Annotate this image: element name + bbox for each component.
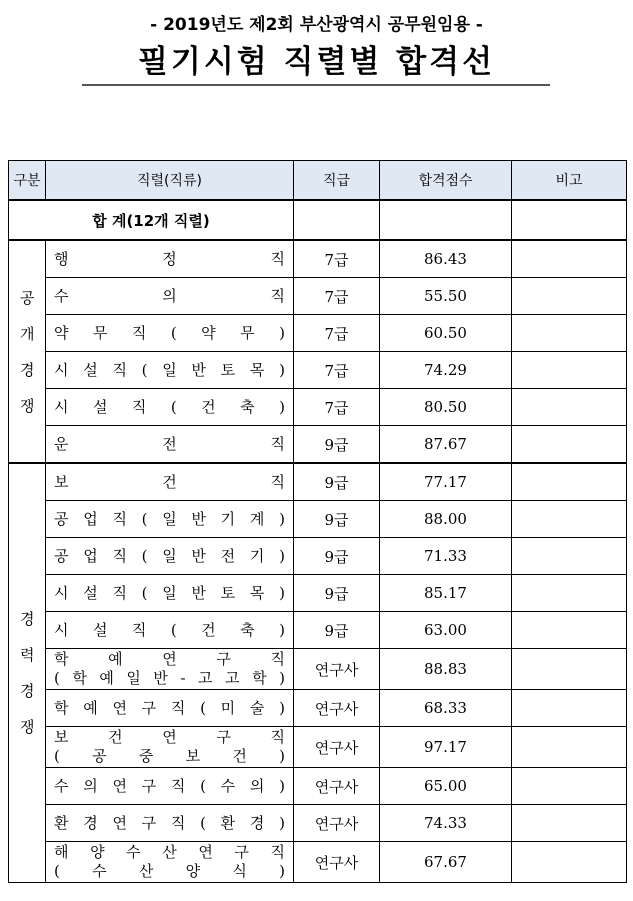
category-cell: 공 개 경 쟁: [9, 240, 46, 463]
table-row: [9, 805, 627, 842]
remarks-cell: [512, 768, 627, 805]
job-series-cell: 해 양 수 산 연 구 직 ( 수 산 양 식 ): [46, 842, 294, 883]
job-series-cell: 학 예 연 구 직 ( 학 예 일 반 - 고 고 학 ): [46, 649, 294, 690]
table-row: [9, 575, 627, 612]
job-series-cell: 시 설 직 ( 일 반 토 목 ): [46, 575, 294, 612]
total-row: [9, 200, 627, 240]
job-series-cell: 공 업 직 ( 일 반 전 기 ): [46, 538, 294, 575]
remarks-cell: [512, 612, 627, 649]
job-series-cell: 보 건 연 구 직 ( 공 중 보 건 ): [46, 727, 294, 768]
header-category: 구분: [9, 161, 46, 201]
job-series-cell: 수 의 연 구 직 ( 수 의 ): [46, 768, 294, 805]
score-cell: 85.17: [380, 575, 512, 612]
total-label: 합 계(12개 직렬): [9, 200, 294, 240]
remarks-cell: [512, 315, 627, 352]
remarks-cell: [512, 501, 627, 538]
score-cell: 68.33: [380, 690, 512, 727]
remarks-cell: [512, 690, 627, 727]
score-cell: 97.17: [380, 727, 512, 768]
header-grade: 직급: [294, 161, 380, 201]
total-remarks-cell: [512, 200, 627, 240]
table-row: [9, 426, 627, 464]
remarks-cell: [512, 727, 627, 768]
grade-cell: 7급: [294, 352, 380, 389]
table-row: [9, 612, 627, 649]
table-row: [9, 315, 627, 352]
job-series-cell: 행 정 직: [46, 240, 294, 278]
grade-cell: 9급: [294, 463, 380, 501]
table-header-row: [9, 161, 627, 201]
table-row: [9, 649, 627, 690]
table-row: [9, 538, 627, 575]
table-row: [9, 240, 627, 278]
table-row: [9, 690, 627, 727]
title-underline: [82, 84, 550, 86]
job-series-cell: 보 건 직: [46, 463, 294, 501]
table-row: [9, 352, 627, 389]
remarks-cell: [512, 575, 627, 612]
table-row: [9, 842, 627, 883]
grade-cell: 7급: [294, 389, 380, 426]
job-series-cell: 약 무 직 ( 약 무 ): [46, 315, 294, 352]
table-row: [9, 389, 627, 426]
score-cell: 65.00: [380, 768, 512, 805]
table-row: [9, 501, 627, 538]
remarks-cell: [512, 842, 627, 883]
score-cell: 88.83: [380, 649, 512, 690]
job-series-cell: 수 의 직: [46, 278, 294, 315]
score-cell: 86.43: [380, 240, 512, 278]
score-cell: 63.00: [380, 612, 512, 649]
job-series-cell: 시 설 직 ( 일 반 토 목 ): [46, 352, 294, 389]
remarks-cell: [512, 278, 627, 315]
grade-cell: 연구사: [294, 649, 380, 690]
pass-score-table: [8, 160, 627, 883]
grade-cell: 연구사: [294, 727, 380, 768]
grade-cell: 9급: [294, 426, 380, 464]
document-title: 필기시험 직렬별 합격선: [137, 44, 496, 80]
remarks-cell: [512, 389, 627, 426]
score-cell: 77.17: [380, 463, 512, 501]
header-job-series: 직렬(직류): [46, 161, 294, 201]
score-cell: 74.33: [380, 805, 512, 842]
job-series-cell: 학 예 연 구 직 ( 미 술 ): [46, 690, 294, 727]
score-cell: 88.00: [380, 501, 512, 538]
remarks-cell: [512, 463, 627, 501]
remarks-cell: [512, 426, 627, 464]
category-cell: 경 력 경 쟁: [9, 463, 46, 883]
job-series-cell: 공 업 직 ( 일 반 기 계 ): [46, 501, 294, 538]
remarks-cell: [512, 649, 627, 690]
job-series-cell: 시 설 직 ( 건 축 ): [46, 389, 294, 426]
grade-cell: 9급: [294, 538, 380, 575]
grade-cell: 연구사: [294, 842, 380, 883]
grade-cell: 7급: [294, 240, 380, 278]
remarks-cell: [512, 805, 627, 842]
score-cell: 60.50: [380, 315, 512, 352]
grade-cell: 연구사: [294, 768, 380, 805]
score-cell: 80.50: [380, 389, 512, 426]
score-cell: 55.50: [380, 278, 512, 315]
total-grade-cell: [294, 200, 380, 240]
score-cell: 71.33: [380, 538, 512, 575]
header-pass-score: 합격점수: [380, 161, 512, 201]
document-subtitle: - 2019년도 제2회 부산광역시 공무원임용 -: [150, 15, 483, 35]
total-score-cell: [380, 200, 512, 240]
score-cell: 87.67: [380, 426, 512, 464]
table-row: [9, 727, 627, 768]
job-series-cell: 운 전 직: [46, 426, 294, 464]
grade-cell: 9급: [294, 612, 380, 649]
header-remarks: 비고: [512, 161, 627, 201]
grade-cell: 연구사: [294, 805, 380, 842]
table-row: [9, 278, 627, 315]
remarks-cell: [512, 538, 627, 575]
remarks-cell: [512, 240, 627, 278]
job-series-cell: 시 설 직 ( 건 축 ): [46, 612, 294, 649]
grade-cell: 9급: [294, 501, 380, 538]
grade-cell: 연구사: [294, 690, 380, 727]
table-row: [9, 463, 627, 501]
grade-cell: 9급: [294, 575, 380, 612]
job-series-cell: 환 경 연 구 직 ( 환 경 ): [46, 805, 294, 842]
grade-cell: 7급: [294, 278, 380, 315]
table-row: [9, 768, 627, 805]
score-cell: 67.67: [380, 842, 512, 883]
remarks-cell: [512, 352, 627, 389]
score-cell: 74.29: [380, 352, 512, 389]
grade-cell: 7급: [294, 315, 380, 352]
